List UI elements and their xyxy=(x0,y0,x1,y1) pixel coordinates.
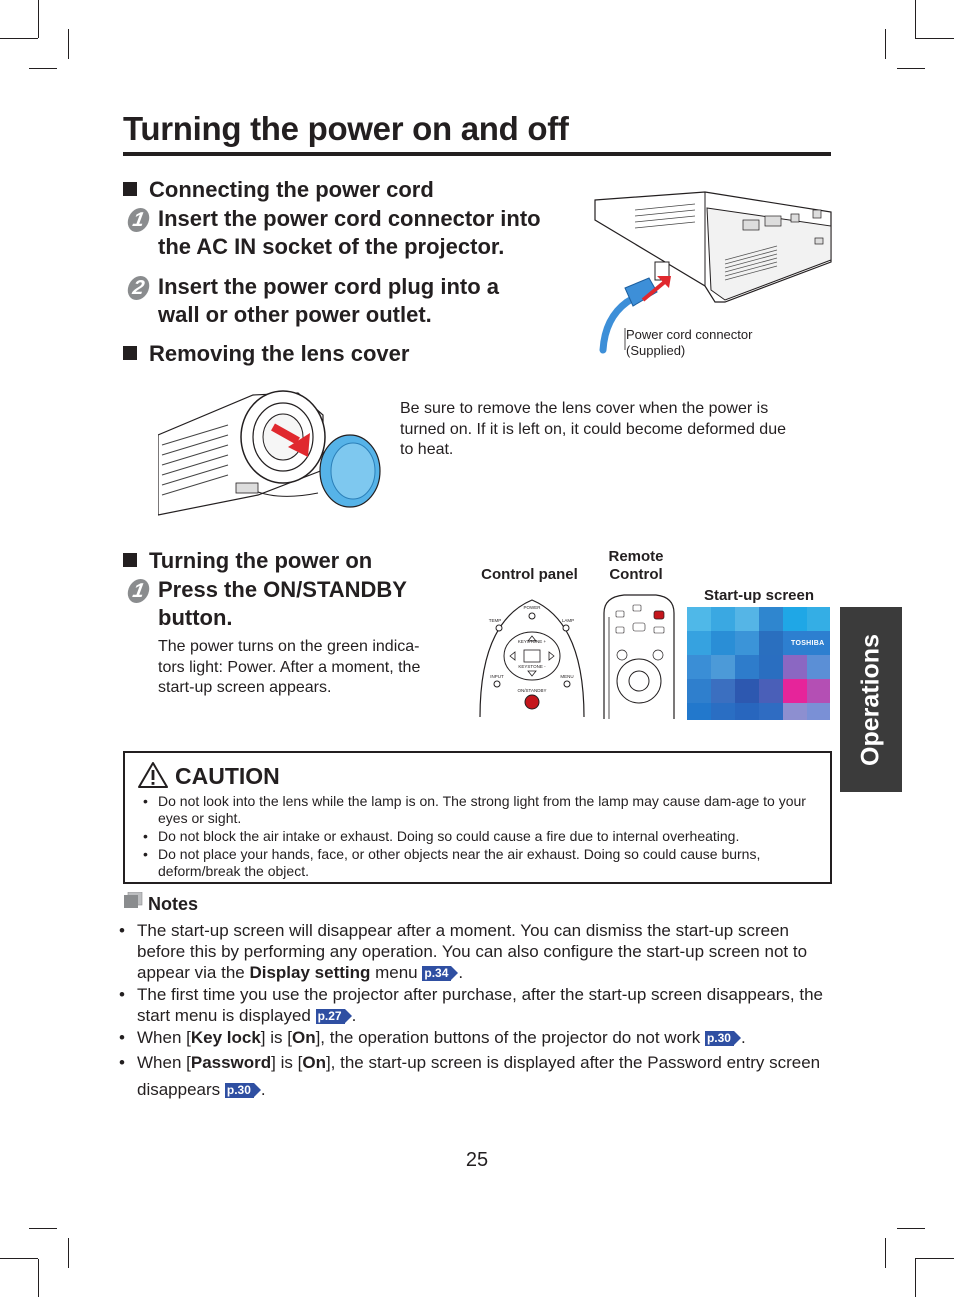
warning-triangle-icon xyxy=(137,761,169,789)
caution-item: • Do not place your hands, face, or other objects near the air exhaust. Doing so could cause burns, deform/break the object. xyxy=(142,846,817,880)
note-item: • The first time you use the projector after purchase, after the start-up screen disappears, the start menu is displayed p.27 . xyxy=(117,984,837,1026)
caution-title: CAUTION xyxy=(175,763,280,789)
panel-label: MENU xyxy=(560,674,574,679)
notes-list xyxy=(117,920,837,1104)
crop-mark xyxy=(29,68,57,69)
crop-mark xyxy=(915,1258,954,1259)
square-bullet-icon xyxy=(123,346,137,360)
startup-screen-image xyxy=(687,607,830,720)
heading-connecting: Connecting the power cord xyxy=(123,177,434,203)
crop-mark xyxy=(0,1258,38,1259)
note-item: • The start-up screen will disappear after a moment. You can dismiss the start-up screen before this by performing any operation. You can also configure the start-up screen not to appear via the Display setting menu p.34 . xyxy=(117,920,837,983)
crop-mark xyxy=(38,1259,39,1297)
step-number-badge: 2 xyxy=(126,276,151,300)
lens-cover-illustration xyxy=(158,375,383,520)
power-on-description: The power turns on the green indica- tors light: Power. After a moment, the start-up screen appears. xyxy=(158,638,421,696)
crop-mark xyxy=(38,0,39,38)
panel-label: TEMP xyxy=(488,618,502,623)
control-panel-illustration xyxy=(472,592,592,720)
page-reference-link[interactable]: p.34 xyxy=(422,966,451,981)
crop-mark xyxy=(885,1238,886,1268)
power-cord-caption: Power cord connector (Supplied) xyxy=(626,327,753,358)
remote-control-illustration xyxy=(600,593,678,719)
panel-label: INPUT xyxy=(490,674,504,679)
heading-power-on: Turning the power on xyxy=(123,548,372,574)
note-item: • When [Password] is [On], the start-up screen is displayed after the Password entry screen disappears p.30 . xyxy=(117,1049,837,1103)
page-reference-link[interactable]: p.30 xyxy=(225,1083,254,1098)
panel-label: KEYSTONE + xyxy=(517,639,547,644)
page-reference-link[interactable]: p.30 xyxy=(705,1031,734,1046)
notes-icon xyxy=(123,892,145,910)
panel-label: KEYSTONE - xyxy=(518,664,546,669)
startup-screen-label: Start-up screen xyxy=(703,587,815,604)
control-panel-label: Control panel xyxy=(481,566,578,583)
crop-mark xyxy=(915,1259,916,1297)
crop-mark xyxy=(29,1228,57,1229)
step-number-badge: 1 xyxy=(126,579,151,603)
square-bullet-icon xyxy=(123,182,137,196)
connect-step-2: Insert the power cord plug into a wall or other power outlet. xyxy=(158,274,500,327)
caution-list xyxy=(142,793,817,881)
caution-item: • Do not look into the lens while the lamp is on. The strong light from the lamp may cause dam-age to your eyes or sight. xyxy=(142,793,817,827)
crop-mark xyxy=(885,29,886,59)
lens-cover-text: Be sure to remove the lens cover when the power is turned on. If it is left on, it could become deformed due to heat. xyxy=(400,400,786,458)
panel-label: ON/STANDBY xyxy=(517,688,547,693)
panel-label: POWER xyxy=(523,605,541,610)
crop-mark xyxy=(0,38,38,39)
remote-control-label: Remote Control xyxy=(608,548,664,583)
connect-step-1: Insert the power cord connector into the AC IN socket of the projector. xyxy=(158,206,541,259)
title-rule xyxy=(123,152,831,156)
square-bullet-icon xyxy=(123,553,137,567)
notes-title: Notes xyxy=(148,894,199,914)
power-on-step-1: Press the ON/STANDBY button. xyxy=(158,577,407,630)
caution-item: • Do not block the air intake or exhaust. Doing so could cause a fire due to internal overheating. xyxy=(142,828,817,845)
crop-mark xyxy=(915,38,954,39)
crop-mark xyxy=(68,1238,69,1268)
crop-mark xyxy=(897,68,925,69)
page-reference-link[interactable]: p.27 xyxy=(316,1009,345,1024)
panel-label: LAMP xyxy=(561,618,575,623)
page-title: Turning the power on and off xyxy=(123,110,569,147)
page-number: 25 xyxy=(465,1149,489,1171)
step-number-badge: 1 xyxy=(126,208,151,232)
heading-lens-cover: Removing the lens cover xyxy=(123,341,409,367)
caution-box xyxy=(123,751,832,884)
crop-mark xyxy=(68,29,69,59)
note-item: • When [Key lock] is [On], the operation buttons of the projector do not work p.30 . xyxy=(117,1027,837,1048)
startup-brand: TOSHIBA xyxy=(791,640,825,647)
crop-mark xyxy=(915,0,916,38)
crop-mark xyxy=(897,1228,925,1229)
startup-mosaic xyxy=(687,607,830,720)
section-side-tab: Operations xyxy=(840,607,902,792)
